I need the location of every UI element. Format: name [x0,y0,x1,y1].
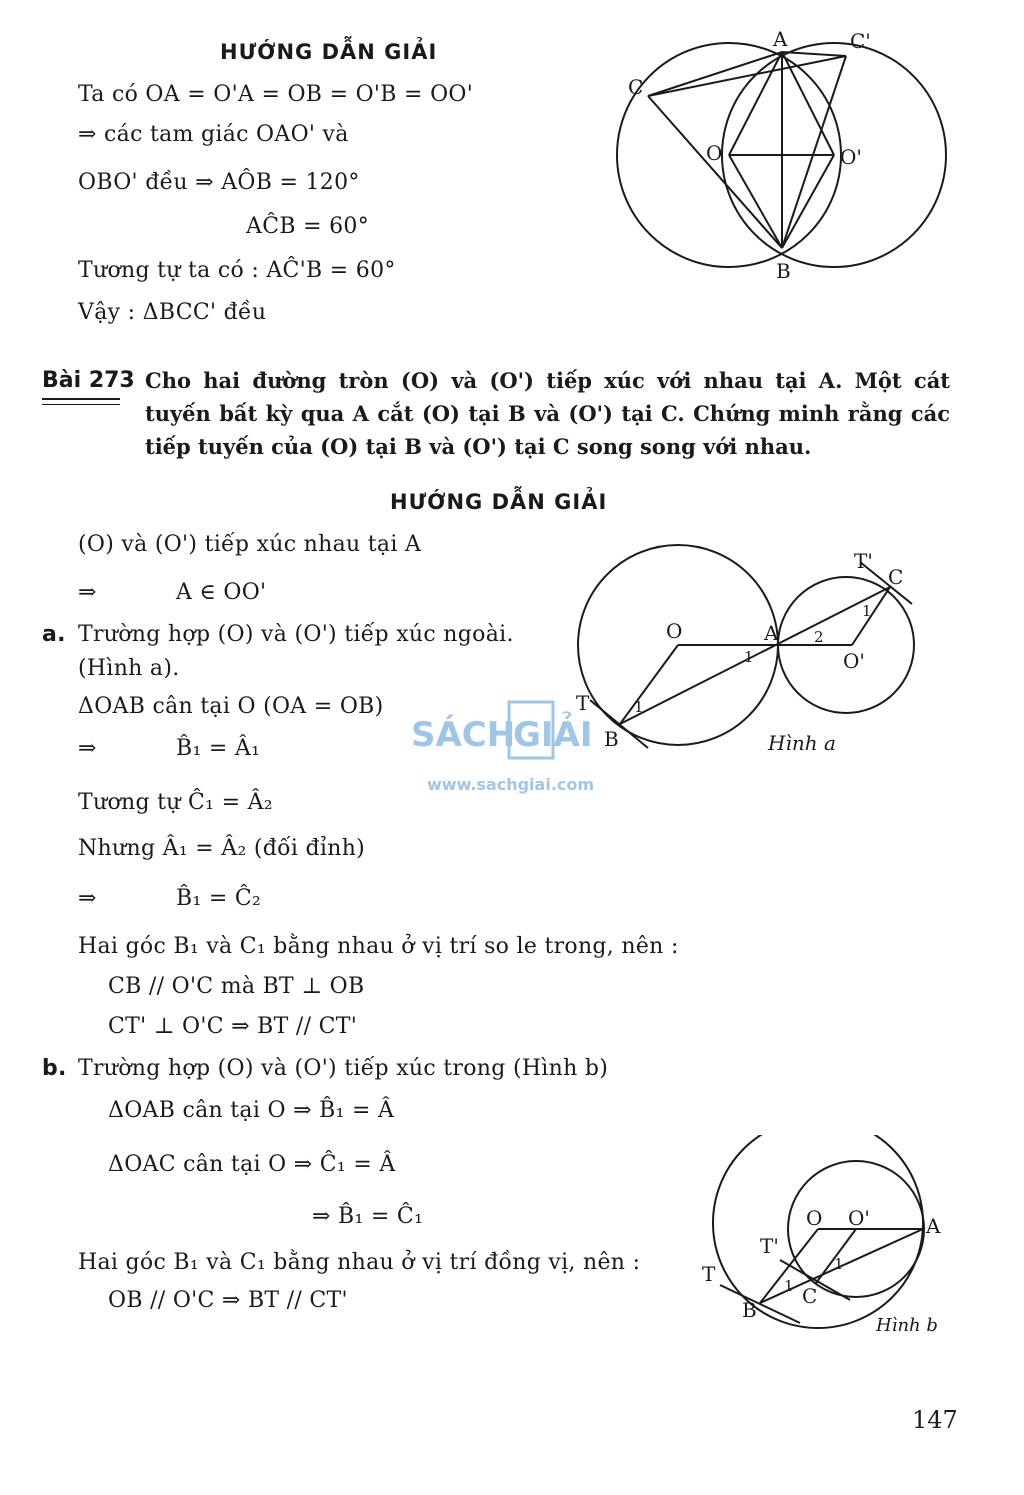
solution-line-1: (O) và (O') tiếp xúc nhau tại A [78,532,422,557]
top-line-6: Vậy : ΔBCC' đều [78,300,267,325]
solution-line-2: A ∈ OO' [176,580,267,605]
fig-top-label-o: O [706,141,723,165]
page-number: 147 [912,1406,958,1434]
solution-arrow-2: ⇒ [78,580,97,605]
watermark-brand-mid: GIẢI [513,715,593,755]
top-line-5: Tương tự ta có : AĈ'B = 60° [78,258,396,283]
top-figure [610,28,950,288]
figure-a-label-o: O [666,619,683,643]
exercise-label-underline [42,398,120,405]
case-b-line-4: Hai góc B₁ và C₁ bằng nhau ở vị trí đồng vị, nên : [78,1250,641,1275]
case-a-line-2: B̂₁ = Â₁ [176,736,261,761]
case-b-line-2: ΔOAC cân tại O ⇒ Ĉ₁ = Â [108,1152,396,1177]
figure-a-label-1-a: 1 [744,648,754,666]
fig-top-label-a: A [773,28,788,51]
top-heading: HƯỚNG DẪN GIẢI [220,40,438,64]
fig-top-label-b: B [776,259,791,283]
figure-a-label-t2: T' [854,549,873,573]
watermark-url: www.sachgiai.com [427,775,595,794]
watermark-brand-left: SÁCH [411,715,516,755]
figure-a-label-t: T [576,691,590,715]
case-b-line-5: OB // O'C ⇒ BT // CT' [108,1288,348,1313]
figure-b-label-c: C [802,1284,818,1308]
figure-a-label-o2: O' [843,649,865,673]
figure-b-label-1-b: 1 [784,1277,794,1295]
solution-heading: HƯỚNG DẪN GIẢI [390,490,608,514]
case-a-line-3: Tương tự Ĉ₁ = Â₂ [78,790,273,815]
figure-b-label-o2: O' [848,1206,870,1230]
figure-b-label-t2: T' [760,1234,779,1258]
case-b-label: b. [42,1056,67,1081]
case-a-arrow-5: ⇒ [78,886,97,911]
case-a-title: Trường hợp (O) và (O') tiếp xúc ngoài. [78,622,514,647]
exercise-label: Bài 273 [42,368,135,393]
watermark-logo [405,698,630,798]
case-a-line-5: B̂₁ = Ĉ₂ [176,886,262,911]
figure-a-label-c: C [888,565,904,589]
figure-a-label-a: A [764,621,779,645]
case-b-line-1: ΔOAB cân tại O ⇒ B̂₁ = Â [108,1098,395,1123]
case-a-line-6: Hai góc B₁ và C₁ bằng nhau ở vị trí so le trong, nên : [78,934,679,959]
figure-a-label-2-a: 2 [814,628,824,646]
top-line-2: ⇒ các tam giác OAO' và [78,122,349,147]
fig-top-label-o2: O' [840,145,862,169]
figure-b-label-1-c: 1 [834,1255,844,1273]
case-b-title: Trường hợp (O) và (O') tiếp xúc trong (Hình b) [78,1056,609,1081]
figure-b [690,1135,960,1340]
case-a-line-4: Nhưng Â₁ = Â₂ (đối đỉnh) [78,836,366,861]
figure-b-label-a: A [926,1214,941,1238]
top-line-1: Ta có OA = O'A = OB = O'B = OO' [78,82,474,107]
fig-top-label-c: C [628,75,644,99]
case-a-label: a. [42,622,66,647]
case-a-line-1: ΔOAB cân tại O (OA = OB) [78,694,384,719]
figure-b-label-b: B [742,1298,757,1322]
figure-b-label-o: O [806,1206,823,1230]
top-line-4: AĈB = 60° [246,214,370,239]
case-a-title-2: (Hình a). [78,656,180,681]
case-a-line-7: CB // O'C mà BT ⊥ OB [108,974,365,999]
figure-a-label-1-c: 1 [862,602,872,620]
figure-b-caption: Hình b [876,1315,938,1336]
fig-top-label-c2: C' [850,29,871,53]
figure-b-label-t: T [702,1262,716,1286]
top-line-3: OBO' đều ⇒ AÔB = 120° [78,170,360,195]
case-a-line-8: CT' ⊥ O'C ⇒ BT // CT' [108,1014,358,1039]
exercise-statement: Cho hai đường tròn (O) và (O') tiếp xúc với nhau tại A. Một cát tuyến bất kỳ qua A cắt (O) tại B và (O') tại C. Chứng minh rằng các tiếp tuyến của (O) tại B và (O') tại C song song với nhau. [145,368,950,459]
figure-a-label-b: B [604,727,619,751]
case-b-line-3: ⇒ B̂₁ = Ĉ₁ [312,1204,424,1229]
figure-a-caption: Hình a [768,731,836,755]
figure-a-label-1-b: 1 [634,698,644,716]
case-a-arrow-2: ⇒ [78,736,97,761]
